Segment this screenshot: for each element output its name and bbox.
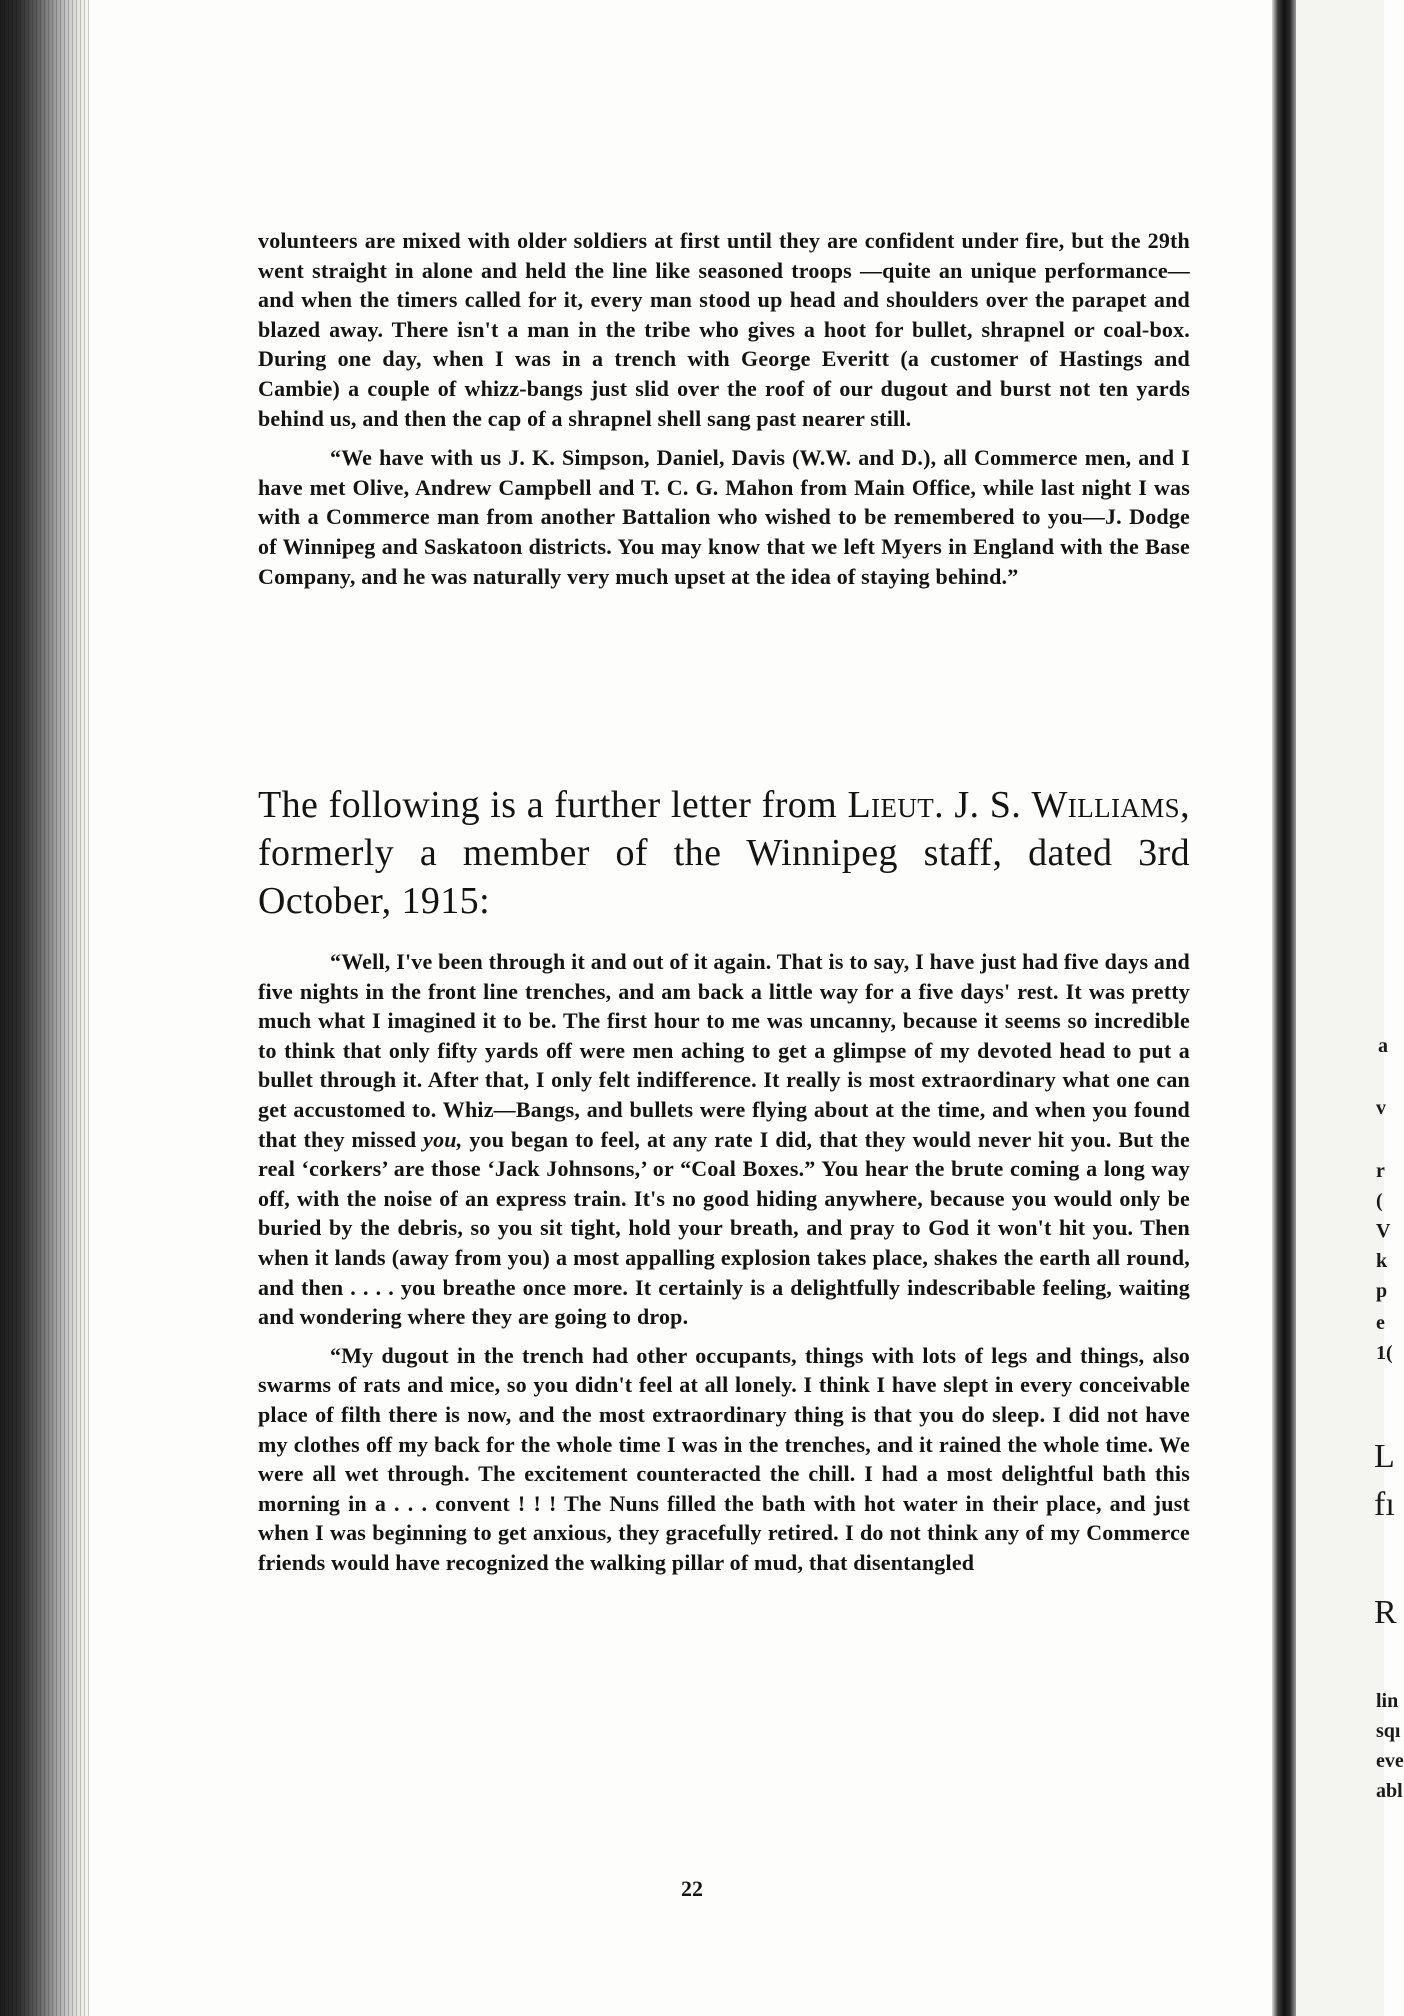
facing-fragment: v (1376, 1097, 1386, 1119)
heading-rank: Lieut. (847, 784, 945, 826)
paragraph-3-part-b: you began to feel, at any rate I did, that they would never hit you. But the real ‘corkers’ are those ‘Jack Johnsons,’ or “Coal Boxes.” You hear the brute coming a long way off, with the noise of an express train. It's no good hiding anywhere, because you would only be buried by the debris, so you sit tight, hold your breath, and pray to God it won't hit you. Then when it lands (away from you) a most appalling explosion takes place, shakes the earth all round, and then . . . . you breathe once more. It certainly is a delightfully indescribable feeling, waiting and wondering where they are going to drop. (258, 1126, 1191, 1330)
facing-fragment: k (1376, 1250, 1388, 1272)
letter-body (258, 947, 1190, 1577)
paragraph-3-emphasis: you, (423, 1126, 463, 1152)
heading-surname: Williams, (1031, 784, 1190, 826)
facing-page-edge (1296, 0, 1404, 2016)
paragraph-2: “We have with us J. K. Simpson, Daniel, Davis (W.W. and D.), all Commerce men, and I have met Olive, Andrew Campbell and T. C. G. Mahon from Main Office, while last night I was with a Commerce man from another Battalion who wished to be remembered to you—J. Dodge of Winnipeg and Saskatoon districts. You may know that we left Myers in England with the Base Company, and he was naturally very much upset at the idea of staying behind.” (258, 445, 1190, 589)
facing-fragment: r (1376, 1160, 1385, 1182)
facing-fragment: L (1374, 1438, 1395, 1475)
letter-heading (258, 781, 1190, 925)
facing-fragment: abl (1376, 1780, 1403, 1802)
facing-fragment: p (1376, 1280, 1388, 1302)
facing-fragment: lin (1376, 1690, 1399, 1712)
facing-fragment: fı (1374, 1486, 1395, 1523)
heading-rest: formerly a member of the Winnipeg staff, dated 3rd October, 1915: (258, 832, 1190, 922)
page-edge-gutter (0, 0, 92, 2016)
facing-fragment: eve (1376, 1750, 1404, 1772)
facing-fragment: 1( (1376, 1342, 1393, 1364)
letter-continuation (258, 226, 1190, 591)
facing-fragment: V (1376, 1220, 1391, 1242)
facing-fragment: sqı (1376, 1720, 1401, 1742)
paragraph-3-part-a: “Well, I've been through it and out of it again. That is to say, I have just had five days and five nights in the front line trenches, and am back a little way for a five days' rest. It was pretty much what I imagined it to be. The first hour to me was uncanny, because it seems so incredible to think that only fifty yards off were men aching to get a glimpse of my devoted head to put a bullet through it. After that, I only felt indifference. It really is most extraordinary what one can get accustomed to. Whiz—Bangs, and bullets were flying about at the time, and when you found that they missed (258, 949, 1190, 1152)
facing-fragment: a (1378, 1035, 1388, 1057)
page-number: 22 (681, 1876, 703, 1901)
book-binding (1272, 0, 1296, 2016)
facing-fragment: e (1376, 1312, 1385, 1334)
heading-initials: J. S. (954, 784, 1022, 826)
heading-intro: The following is a further letter from (258, 784, 838, 826)
paragraph-1: volunteers are mixed with older soldiers at first until they are confident under fire, but the 29th went straight in alone and held the line like seasoned troops —quite an unique performance—and when the timers called for it, every man stood up head and shoulders over the parapet and blazed away. There isn't a man in the tribe who gives a hoot for bullet, shrapnel or coal-box. During one day, when I was in a trench with George Everitt (a customer of Hastings and Cambie) a couple of whizz-bangs just slid over the roof of our dugout and burst not ten yards behind us, and then the cap of a shrapnel shell sang past nearer still. (258, 228, 1190, 431)
facing-fragment: ( (1376, 1190, 1383, 1212)
facing-fragment: R (1374, 1594, 1397, 1631)
paragraph-4: “My dugout in the trench had other occupants, things with lots of legs and things, also swarms of rats and mice, so you didn't feel at all lonely. I think I have slept in every conceivable place of filth there is now, and the most extraordinary thing is that you do sleep. I did not have my clothes off my back for the whole time I was in the trenches, and it rained the whole time. We were all wet through. The excitement counteracted the chill. I had a most delightful bath this morning in a . . . convent ! ! ! The Nuns filled the bath with hot water in their place, and just when I was beginning to get anxious, they gracefully retired. I do not think any of my Commerce friends would have recognized the walking pillar of mud, that disentangled (258, 1342, 1190, 1575)
section-heading (258, 781, 1190, 925)
paragraph-3 (258, 947, 1190, 1332)
